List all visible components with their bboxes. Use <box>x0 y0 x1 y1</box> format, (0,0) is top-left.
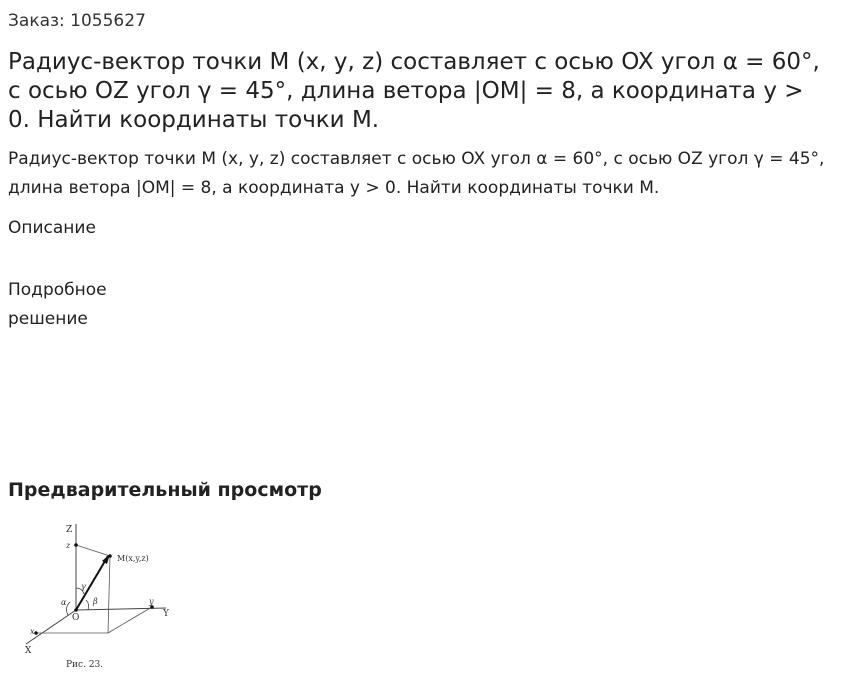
axis-x-label: X <box>25 646 32 656</box>
origin-label: O <box>72 613 80 623</box>
point-m-label: M(x,y,z) <box>117 554 149 563</box>
alpha-arc <box>66 602 70 615</box>
tick-y-label: y <box>149 597 154 606</box>
construction-line-z <box>76 545 110 556</box>
axis-z-label: Z <box>66 525 73 535</box>
point-m-dot <box>108 554 112 558</box>
page-title: Радиус-вектор точки M (x, y, z) составляет с осью OX угол α = 60°, с осью OZ угол γ = 45°, длина ветора |OM| = 8, а координата y > 0. Найти координаты точки M. <box>8 49 820 133</box>
figure-caption: Рис. 23. <box>66 660 104 670</box>
gamma-label: γ <box>81 582 86 591</box>
beta-arc <box>86 600 89 610</box>
order-number: Заказ: 1055627 <box>8 11 146 31</box>
description-label: Описание <box>8 218 96 238</box>
coordinate-diagram <box>14 518 184 676</box>
z-tick-dot <box>74 543 78 547</box>
origin-dot <box>74 608 78 612</box>
construction-line-y <box>108 607 152 633</box>
problem-description: Радиус-вектор точки M (x, y, z) составляет с осью OX угол α = 60°, с осью OZ угол γ = 45°, длина ветора |OM| = 8, а координата y > 0. Найти координаты точки M. <box>8 149 825 198</box>
alpha-label: α <box>61 598 67 607</box>
x-tick-dot <box>34 631 38 635</box>
beta-label: β <box>93 597 98 606</box>
preview-heading: Предварительный просмотр <box>8 479 322 501</box>
preview-figure <box>14 518 184 676</box>
tick-x-label: x <box>30 627 35 636</box>
axis-y-label: Y <box>163 609 169 619</box>
construction-line-vertical <box>108 556 110 633</box>
tick-z-label: z <box>66 541 71 550</box>
detailed-solution-label: Подробное решение <box>8 280 107 329</box>
